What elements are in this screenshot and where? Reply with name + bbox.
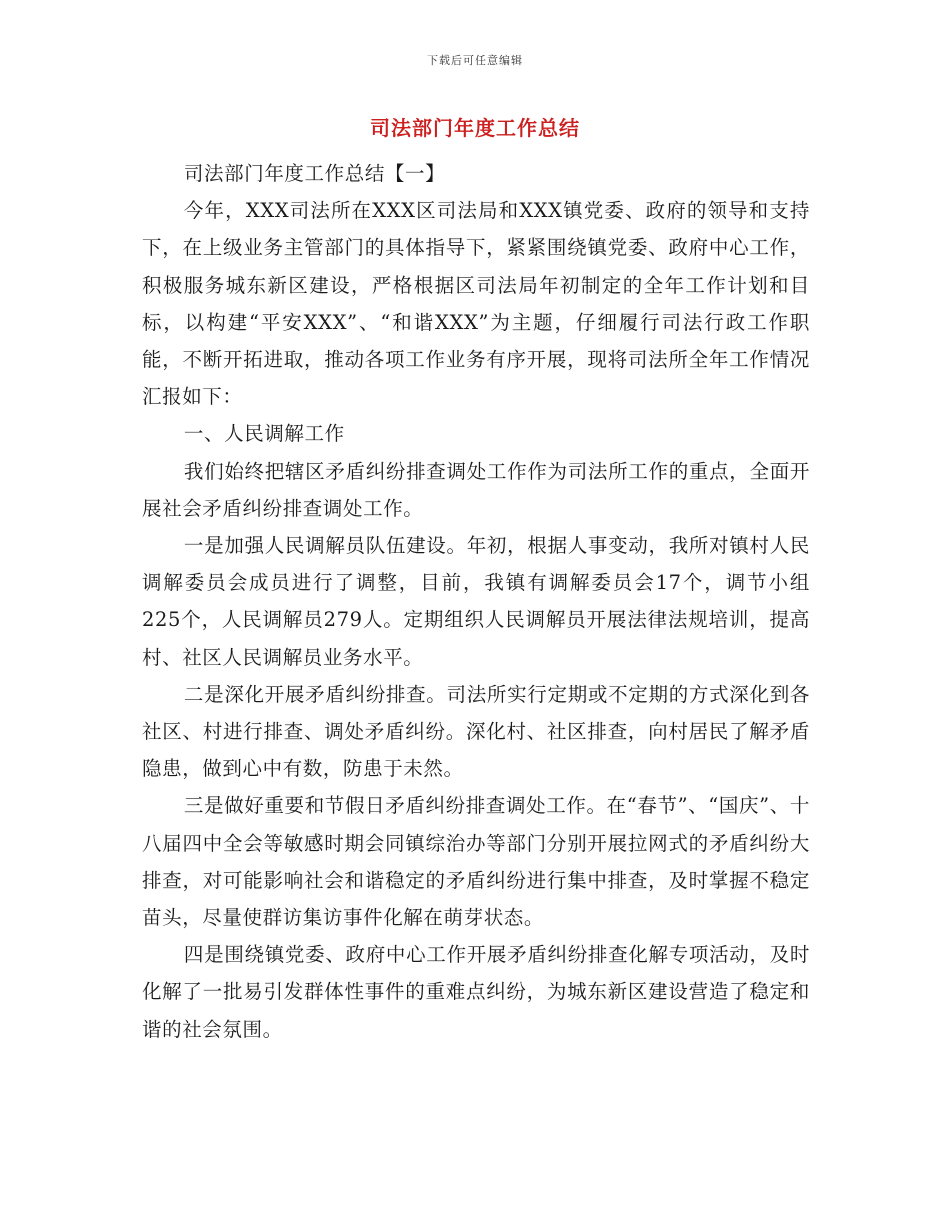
header-note: 下载后可任意编辑 — [427, 54, 523, 67]
body-paragraph: 三是做好重要和节假日矛盾纠纷排查调处工作。在“春节”、“国庆”、十八届四中全会等敏感时期会同镇综治办等部门分别开展拉网式的矛盾纠纷大排查，对可能影响社会和谐稳定的矛盾纠纷进行集中排查，及时掌握不稳定苗头，尽量使群访集访事件化解在萌芽状态。 — [142, 794, 810, 930]
body-paragraph: 一是加强人民调解员队伍建设。年初，根据人事变动，我所对镇村人民调解委员会成员进行了调整，目前，我镇有调解委员会17个，调节小组225个，人民调解员279人。定期组织人民调解员开展法律法规培训，提高村、社区人民调解员业务水平。 — [142, 534, 810, 669]
body-paragraph: 我们始终把辖区矛盾纠纷排查调处工作作为司法所工作的重点，全面开展社会矛盾纠纷排查调处工作。 — [142, 459, 810, 520]
section-heading: 一、人民调解工作 — [183, 422, 345, 446]
document-title: 司法部门年度工作总结 — [370, 116, 580, 140]
body-paragraph: 四是围绕镇党委、政府中心工作开展矛盾纠纷排查化解专项活动，及时化解了一批易引发群体性事件的重难点纠纷，为城东新区建设营造了稳定和谐的社会氛围。 — [142, 943, 810, 1041]
document-body — [142, 155, 810, 1048]
body-paragraph: 二是深化开展矛盾纠纷排查。司法所实行定期或不定期的方式深化到各社区、村进行排查、调处矛盾纠纷。深化村、社区排查，向村居民了解矛盾隐患，做到心中有数，防患于未然。 — [142, 682, 810, 781]
body-paragraph: 今年，XXX司法所在XXX区司法局和XXX镇党委、政府的领导和支持下，在上级业务主管部门的具体指导下，紧紧围绕镇党委、政府中心工作，积极服务城东新区建设，严格根据区司法局年初制定的全年工作计划和目标，以构建“平安XXX”、“和谐XXX”为主题，仔细履行司法行政工作职能，不断开拓进取，推动各项工作业务有序开展，现将司法所全年工作情况汇报如下： — [142, 199, 810, 409]
section-heading: 司法部门年度工作总结【一】 — [183, 162, 446, 185]
